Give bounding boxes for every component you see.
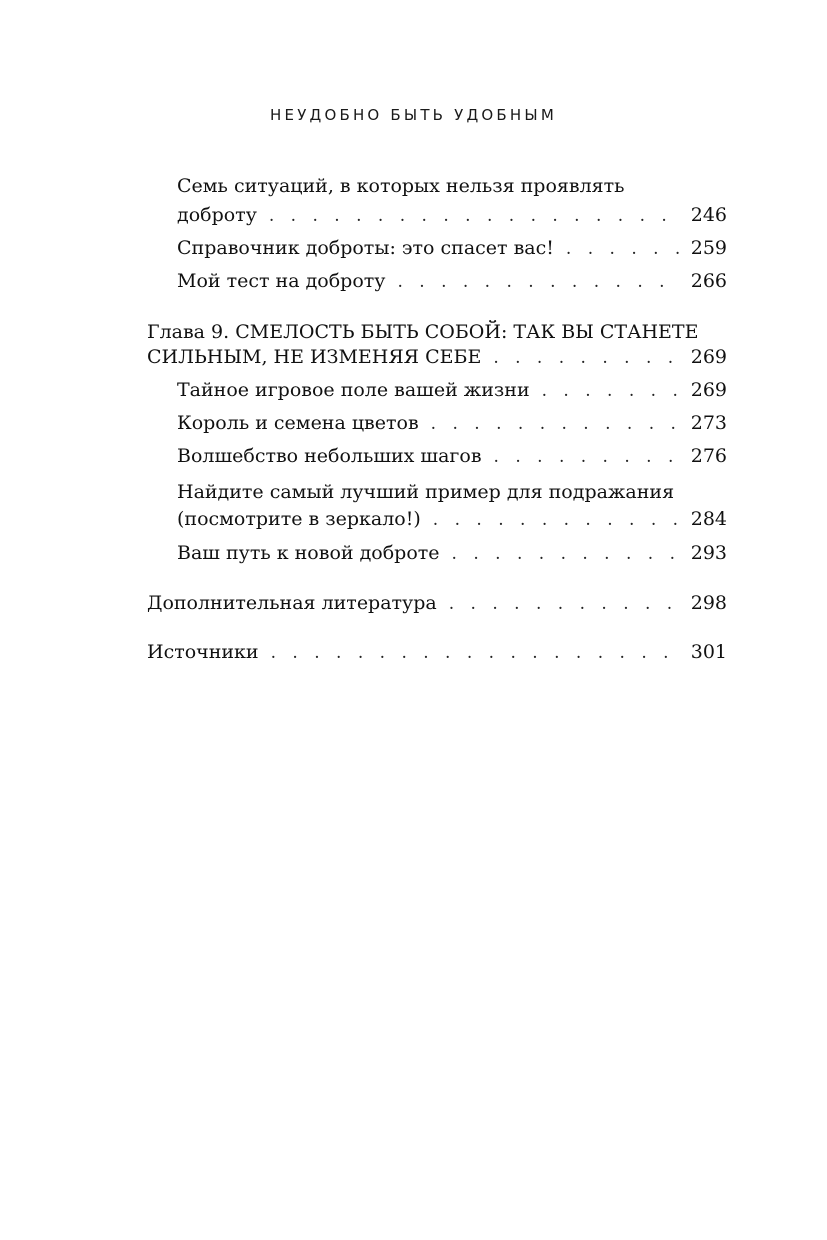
toc-entry-small-steps[interactable]	[177, 444, 727, 469]
toc-page-number: 246	[690, 204, 727, 226]
dot-leader	[397, 270, 680, 294]
toc-page-number: 269	[690, 346, 727, 368]
toc-page-number: 266	[690, 270, 727, 292]
running-head: НЕУДОБНО БЫТЬ УДОБНЫМ	[270, 106, 557, 124]
toc-entry-king-and-seeds[interactable]	[177, 411, 727, 436]
toc-page-number: 259	[690, 237, 727, 259]
toc-chapter-9-line1: Глава 9. СМЕЛОСТЬ БЫТЬ СОБОЙ: ТАК ВЫ СТАНЕТЕ	[147, 321, 699, 343]
dot-leader	[269, 204, 681, 228]
toc-entry-title: (посмотрите в зеркало!)	[177, 508, 421, 530]
toc-entry-title: Справочник доброты: это спасет вас!	[177, 237, 554, 259]
dot-leader	[433, 508, 681, 532]
toc-sources[interactable]	[147, 640, 727, 665]
toc-page-number: 298	[690, 592, 727, 614]
toc-page-number: 269	[690, 379, 727, 401]
toc-page-number: 276	[690, 445, 727, 467]
dot-leader	[542, 379, 681, 403]
dot-leader	[494, 445, 681, 469]
dot-leader	[566, 237, 681, 261]
toc-chapter-9[interactable]	[147, 345, 727, 370]
toc-entry-title: СИЛЬНЫМ, НЕ ИЗМЕНЯЯ СЕБЕ	[147, 346, 482, 368]
toc-entry-new-kindness-path[interactable]	[177, 541, 727, 566]
toc-entry-title: Мой тест на доброту	[177, 270, 386, 292]
dot-leader	[493, 346, 680, 370]
toc-entry-kindness-guide[interactable]	[177, 236, 727, 261]
toc-entry-kindness-test[interactable]	[177, 269, 727, 294]
toc-entry-role-model[interactable]	[177, 507, 727, 532]
toc-extra-reading[interactable]	[147, 591, 727, 616]
toc-entry-title: Дополнительная литература	[147, 592, 437, 614]
toc-page-number: 293	[690, 542, 727, 564]
toc-entry-seven-situations[interactable]	[177, 203, 727, 228]
toc-entry-title: Источники	[147, 641, 259, 663]
toc-entry-title: Волшебство небольших шагов	[177, 445, 482, 467]
dot-leader	[449, 592, 681, 616]
toc-entry-secret-playing-field[interactable]	[177, 378, 727, 403]
dot-leader	[452, 542, 681, 566]
toc-entry-title: доброту	[177, 204, 257, 226]
dot-leader	[431, 412, 681, 436]
toc-page-number: 284	[690, 508, 727, 530]
toc-page-number: 273	[690, 412, 727, 434]
toc-entry-role-model-line1: Найдите самый лучший пример для подражания	[177, 481, 675, 503]
toc-entry-seven-situations-line1: Семь ситуаций, в которых нельзя проявлять	[177, 175, 625, 197]
toc-entry-title: Ваш путь к новой доброте	[177, 542, 440, 564]
dot-leader	[271, 641, 681, 665]
toc-page-number: 301	[690, 641, 727, 663]
toc-entry-title: Король и семена цветов	[177, 412, 419, 434]
toc-entry-title: Тайное игровое поле вашей жизни	[177, 379, 530, 401]
